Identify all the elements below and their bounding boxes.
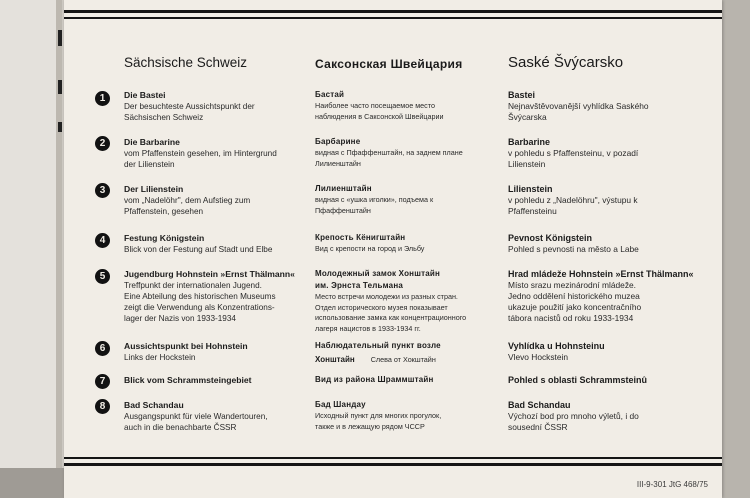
- entry-description: vom „Nadelöhr", dem Aufstieg zum Pfaffenstein, gesehen: [124, 196, 251, 216]
- entry-german: [124, 374, 304, 386]
- entry-description: Vlevo Hockstein: [508, 352, 569, 362]
- entry-russian: [315, 374, 500, 386]
- entry-czech: [508, 136, 713, 170]
- entry-title: Pevnost Königstein: [508, 233, 593, 243]
- entry-title: Бастай: [315, 90, 345, 99]
- heading-russian: Саксонская Швейцария: [315, 57, 463, 71]
- heading-german: Sächsische Schweiz: [124, 55, 248, 70]
- entry-title: Bad Schandau: [508, 400, 571, 410]
- backing-mark: [58, 30, 62, 46]
- entry-german: [124, 399, 304, 433]
- insert-sheet: [64, 0, 722, 498]
- entry-german: [124, 183, 304, 217]
- backing-mark: [58, 80, 62, 94]
- top-rule: [64, 10, 722, 13]
- entry-description: Blick von der Festung auf Stadt und Elbe: [124, 245, 273, 254]
- entry-subtitle-line: [315, 352, 500, 366]
- entry-german: [124, 89, 304, 123]
- entry-description: Výchozí bod pro mnoho výletů, i do sousední ČSSR: [508, 411, 639, 432]
- backing-bottom: [0, 468, 70, 498]
- background-shade: [722, 0, 750, 498]
- entry-german: [124, 136, 304, 170]
- entry-description: Der besuchteste Aussichtspunkt der Sächsischen Schweiz: [124, 102, 255, 122]
- entry-description: Исходный пункт для многих прогулок, также и в лежащую рядом ЧССР: [315, 411, 442, 431]
- entry-czech: [508, 374, 713, 386]
- entry-title: Pohled s oblasti Schrammsteinû: [508, 375, 648, 385]
- entry-title: Der Lilienstein: [124, 184, 184, 194]
- entry-description: Links der Hockstein: [124, 353, 196, 362]
- top-rule-thin: [64, 17, 722, 19]
- bottom-rule: [64, 463, 722, 466]
- number-badge: 5: [95, 269, 110, 284]
- entry-czech: [508, 89, 713, 123]
- entry-czech: [508, 183, 713, 217]
- entry-description: Ausgangspunkt für viele Wandertouren, auch in die benachbarte ČSSR: [124, 412, 268, 432]
- entry-description: v pohledu z „Nadelöhru", výstupu k Pfaffensteinu: [508, 195, 638, 216]
- entry-title: Лилиенштайн: [315, 184, 372, 193]
- entry-title: Festung Königstein: [124, 233, 205, 243]
- entry-title: Крепость Кёнигштайн: [315, 233, 406, 242]
- entry-german: [124, 268, 304, 324]
- backing-edge: [56, 0, 62, 498]
- backing-mark: [58, 122, 62, 132]
- entry-title: Die Barbarine: [124, 137, 180, 147]
- entry-czech: [508, 340, 713, 363]
- entry-description: vom Pfaffenstein gesehen, im Hintergrund der Lilienstein: [124, 149, 277, 169]
- number-badge: 2: [95, 136, 110, 151]
- number-badge: 7: [95, 374, 110, 389]
- entry-title: Молодежный замок Хонштайн им. Эрнста Тельмана: [315, 269, 440, 290]
- entry-title: Aussichtspunkt bei Hohnstein: [124, 341, 248, 351]
- entry-german: [124, 340, 304, 363]
- entry-description: Treffpunkt der internationalen Jugend. Eine Abteilung des historischen Museums zeigt die Verwendung als Konzentrations- lager der Nazis von 1933-1934: [124, 281, 276, 323]
- entry-description: Наиболее часто посещаемое место наблюдения в Саксонской Швейцарии: [315, 101, 444, 121]
- entry-czech: [508, 268, 713, 324]
- entry-russian: [315, 136, 500, 169]
- entry-description: видная с «ушка иголки», подъема к Пфаффенштайн: [315, 195, 434, 215]
- entry-title: Барбарине: [315, 137, 361, 146]
- entry-title: Barbarine: [508, 137, 551, 147]
- number-badge: 8: [95, 399, 110, 414]
- entry-description: Слева от Хокштайн: [370, 355, 436, 364]
- heading-czech: Saské Švýcarsko: [508, 54, 624, 71]
- entry-description: Pohled s pevnosti na město a Labe: [508, 244, 639, 254]
- entry-russian: [315, 399, 500, 432]
- entry-title: Blick vom Schrammsteingebiet: [124, 375, 252, 385]
- entry-title: Jugendburg Hohnstein »Ernst Thälmann«: [124, 269, 295, 279]
- bottom-rule-thin: [64, 457, 722, 459]
- entry-title: Наблюдательный пункт возле: [315, 341, 441, 350]
- number-badge: 3: [95, 183, 110, 198]
- entry-description: видная с Пфаффенштайн, на заднем плане Лилиенштайн: [315, 148, 463, 168]
- entry-title: Бад Шандау: [315, 400, 366, 409]
- entry-description: Место встречи молодежи из разных стран. Отдел исторического музея показывает использование замка как концентрационного лагеря нацистов в 1933-1934 гг.: [315, 292, 467, 333]
- entry-german: [124, 232, 304, 255]
- entry-description: Místo srazu mezinárodní mládeže. Jedno oddělení historického muzea ukazuje použití jako koncentračního tábora nacistů od roku 1933-1934: [508, 280, 642, 323]
- entry-czech: [508, 399, 713, 433]
- entry-title: Lilienstein: [508, 184, 553, 194]
- entry-russian: [315, 268, 500, 334]
- entry-description: Nejnavštěvovanější vyhlídka Saského Švýcarska: [508, 101, 649, 122]
- entry-russian: [315, 89, 500, 122]
- entry-description: v pohledu s Pfaffensteinu, v pozadí Lilienstein: [508, 148, 639, 169]
- entry-czech: [508, 232, 713, 255]
- entry-russian: [315, 183, 500, 216]
- number-badge: 1: [95, 91, 110, 106]
- number-badge: 6: [95, 341, 110, 356]
- record-backing: [0, 0, 60, 498]
- entry-russian: [315, 340, 500, 366]
- entry-subtitle: Хонштайн: [315, 355, 355, 364]
- entry-description: Вид с крепости на город и Эльбу: [315, 244, 425, 253]
- catalog-code: III-9-301 JtG 468/75: [636, 480, 708, 489]
- entry-title: Вид из района Шраммштайн: [315, 375, 434, 384]
- entry-title: Bad Schandau: [124, 400, 184, 410]
- entry-title: Bastei: [508, 90, 536, 100]
- entry-title: Hrad mládeže Hohnstein »Ernst Thälmann«: [508, 269, 694, 279]
- number-badge: 4: [95, 233, 110, 248]
- entry-russian: [315, 232, 500, 255]
- entry-title: Vyhlídka u Hohnsteinu: [508, 341, 605, 351]
- entry-title: Die Bastei: [124, 90, 166, 100]
